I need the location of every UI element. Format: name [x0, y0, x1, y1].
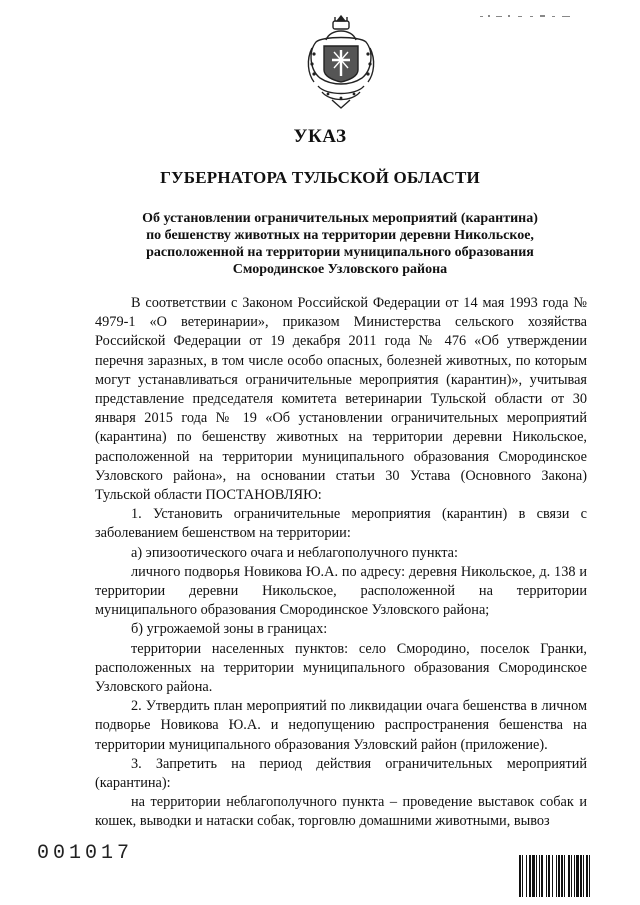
barcode-bar — [558, 855, 560, 897]
barcode-bar — [564, 855, 565, 897]
body-paragraph: на территории неблагополучного пункта – проведение выставок собак и кошек, выводки и натаски собак, торговлю домашними животными, вывоз — [95, 794, 587, 830]
heading-line: Смородинское Узловского района — [232, 262, 448, 277]
body-paragraph: 3. Запретить на период действия ограничительных мероприятий (карантина): — [95, 755, 587, 792]
barcode-bar — [571, 855, 572, 897]
barcode-bar — [580, 855, 582, 897]
heading-line: по бешенству животных на территории деревни Никольское, — [146, 228, 534, 243]
barcode-bar — [522, 855, 523, 897]
document-subtitle: ГУБЕРНАТОРА ТУЛЬСКОЙ ОБЛАСТИ — [160, 168, 480, 187]
heading-line: Об установлении ограничительных мероприятий (карантина) — [142, 211, 538, 226]
heading-line: расположенной на территории муниципального образования — [146, 245, 534, 260]
barcode-bar — [583, 855, 584, 897]
barcode-bar — [589, 855, 590, 897]
body-paragraph: В соответствии с Законом Российской Федерации от 14 мая 1993 года № 4979-1 «О ветеринарии», приказом Министерства сельского хозяйства Российской Федерации от 19 декабря 2011 года № 476 «Об утверждении перечня заразных, в том числе особо опасных, болезней животных, по которым могут устанавливаться ограничительные мероприятия (карантин)», учитывая представление председателя комитета ветеринарии Тульской области от 30 января 2015 года № 19 «Об установлении ограничительных мероприятий (карантина) по бешенству животных на территории деревни Никольское, расположенной на территории муниципального образования Смородинское Узловского района», на основании статьи 30 Устава (Основного Закона) Тульской области ПОСТАНОВЛЯЮ: — [95, 295, 587, 504]
body-paragraph: 1. Установить ограничительные мероприятия (карантин) в связи с заболеванием бешенством на территории: — [95, 506, 587, 542]
document-number: 001017 — [37, 842, 134, 865]
barcode-bar — [552, 855, 553, 897]
body-paragraph: 2. Утвердить план мероприятий по ликвидации очага бешенства в личном подворье Новикова Ю.А. и недопущению распространения бешенства на территории муниципального образования Узловский район (приложение). — [95, 698, 587, 753]
barcode-bar — [532, 855, 535, 897]
barcode-bar — [529, 855, 531, 897]
body-paragraph: личного подворья Новикова Ю.А. по адресу: деревня Никольское, д. 138 и территории деревни Никольское, расположенной на территории муниципального образования Смородинское Узловского района; — [95, 563, 587, 619]
barcode-bar — [568, 855, 570, 897]
scan-marks — [478, 12, 578, 22]
barcode-bar — [576, 855, 579, 897]
barcode-bar — [539, 855, 540, 897]
document-title: УКАЗ — [293, 126, 347, 147]
barcode — [519, 855, 623, 897]
barcode-bar — [548, 855, 550, 897]
document-body — [95, 294, 587, 832]
barcode-bar — [541, 855, 543, 897]
barcode-bar — [536, 855, 537, 897]
barcode-bar — [586, 855, 588, 897]
document-heading — [100, 210, 580, 278]
barcode-bar — [546, 855, 547, 897]
barcode-bar — [574, 855, 575, 897]
barcode-bar — [561, 855, 563, 897]
coat-of-arms-emblem — [304, 12, 378, 112]
barcode-bar — [519, 855, 521, 897]
body-paragraph: территории населенных пунктов: село Смородино, поселок Гранки, расположенных на территории муниципального образования Смородинское Узловского района. — [95, 640, 587, 696]
barcode-bar — [526, 855, 527, 897]
barcode-bar — [556, 855, 557, 897]
body-paragraph: а) эпизоотического очага и неблагополучного пункта: — [131, 544, 458, 561]
body-paragraph: б) угрожаемой зоны в границах: — [131, 621, 328, 638]
